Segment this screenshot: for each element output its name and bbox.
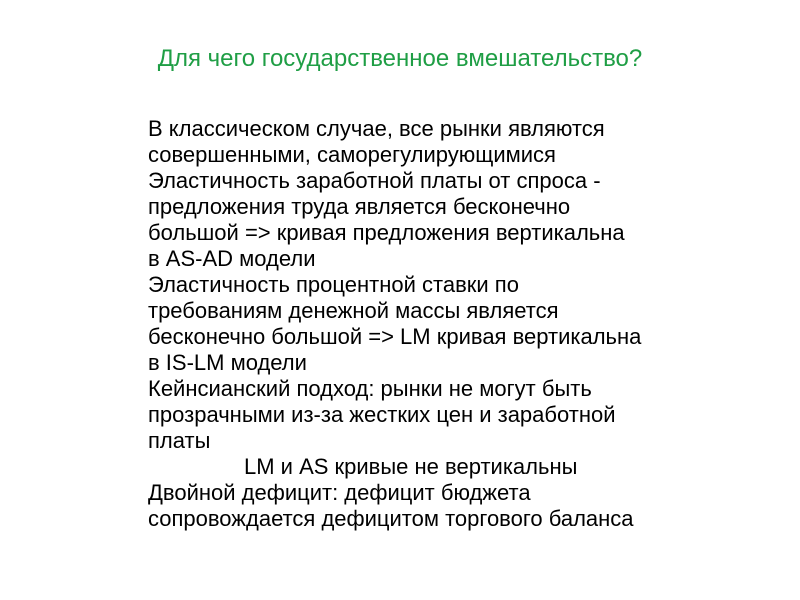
body-line: Двойной дефицит: дефицит бюджета — [148, 480, 531, 505]
body-line: Эластичность процентной ставки по — [148, 272, 519, 297]
slide-body — [148, 116, 788, 532]
slide-title: Для чего государственное вмешательство? — [157, 45, 643, 72]
body-line: Кейнсианский подход: рынки не могут быть — [148, 376, 592, 401]
body-line: требованиям денежной массы является — [148, 298, 559, 323]
body-line: большой => кривая предложения вертикальна — [148, 220, 625, 245]
body-line: бесконечно большой => LM кривая вертикальна — [148, 324, 642, 349]
body-line: совершенными, саморегулирующимися — [148, 142, 556, 167]
body-line-indented: LM и AS кривые не вертикальны — [244, 454, 578, 479]
body-line: платы — [148, 428, 211, 453]
body-line: Эластичность заработной платы от спроса - — [148, 168, 601, 193]
body-line: сопровождается дефицитом торгового баланса — [148, 506, 634, 531]
body-line: В классическом случае, все рынки являются — [148, 116, 605, 141]
body-line: предложения труда является бесконечно — [148, 194, 571, 219]
body-line: в AS-AD модели — [148, 246, 316, 271]
body-line: в IS-LM модели — [148, 350, 307, 375]
body-line: прозрачными из-за жестких цен и заработной — [148, 402, 616, 427]
